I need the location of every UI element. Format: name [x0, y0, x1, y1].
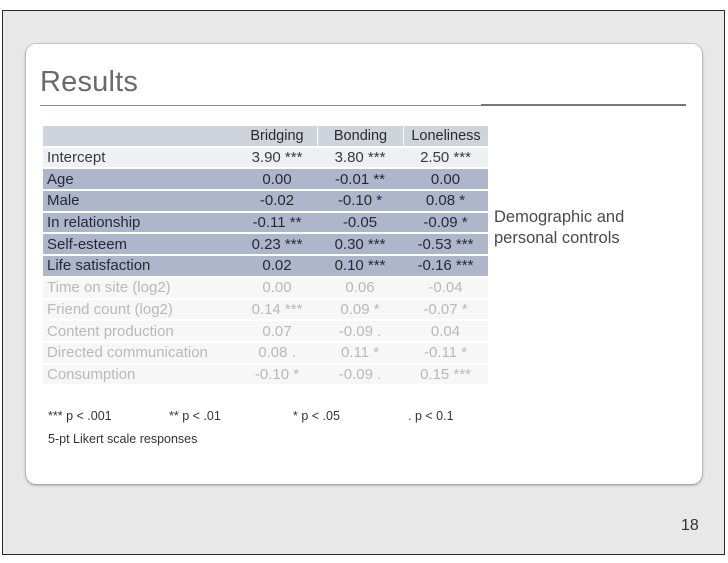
- row-label: Time on site (log2): [43, 278, 237, 298]
- legend-p001: *** p < .001: [48, 409, 112, 423]
- cell-loneliness: -0.11 *: [403, 343, 488, 363]
- table-row: [43, 365, 488, 385]
- cell-bridging: -0.11 **: [237, 213, 317, 233]
- cell-bonding: 0.11 *: [317, 343, 403, 363]
- scale-note: 5-pt Likert scale responses: [48, 432, 198, 446]
- row-label: Self-esteem: [43, 234, 237, 254]
- row-label: Age: [43, 169, 237, 189]
- cell-bridging: 3.90 ***: [237, 148, 317, 168]
- cell-bridging: 0.00: [237, 169, 317, 189]
- cell-bridging: 0.02: [237, 256, 317, 276]
- title-rule-accent: [481, 104, 686, 106]
- row-label: Life satisfaction: [43, 256, 237, 276]
- cell-bridging: 0.23 ***: [237, 234, 317, 254]
- table-corner-cell: [43, 126, 237, 146]
- cell-loneliness: -0.09 *: [403, 213, 488, 233]
- cell-loneliness: 0.04: [403, 321, 488, 341]
- results-table: [43, 124, 488, 386]
- row-label: Friend count (log2): [43, 300, 237, 320]
- table-header-row: [43, 126, 488, 146]
- row-label: In relationship: [43, 213, 237, 233]
- cell-bridging: 0.08 .: [237, 343, 317, 363]
- cell-loneliness: 2.50 ***: [403, 148, 488, 168]
- significance-legend: [48, 409, 488, 427]
- column-header-bonding: Bonding: [317, 126, 403, 146]
- legend-p1: . p < 0.1: [408, 409, 454, 423]
- cell-bonding: 0.30 ***: [317, 234, 403, 254]
- cell-bonding: -0.09 .: [317, 321, 403, 341]
- cell-bridging: -0.02: [237, 191, 317, 211]
- table-row: [43, 278, 488, 298]
- cell-loneliness: 0.00: [403, 169, 488, 189]
- table-row: [43, 321, 488, 341]
- cell-bonding: -0.01 **: [317, 169, 403, 189]
- table-row: [43, 234, 488, 254]
- cell-bonding: 0.10 ***: [317, 256, 403, 276]
- cell-loneliness: 0.08 *: [403, 191, 488, 211]
- legend-p01: ** p < .01: [169, 409, 221, 423]
- table-row: [43, 148, 488, 168]
- cell-loneliness: -0.07 *: [403, 300, 488, 320]
- controls-annotation-line1: Demographic and: [494, 208, 625, 226]
- legend-p05: * p < .05: [293, 409, 340, 423]
- cell-bonding: 0.09 *: [317, 300, 403, 320]
- cell-bonding: 3.80 ***: [317, 148, 403, 168]
- controls-annotation: [494, 207, 624, 249]
- cell-bonding: -0.05: [317, 213, 403, 233]
- cell-loneliness: -0.04: [403, 278, 488, 298]
- cell-loneliness: -0.53 ***: [403, 234, 488, 254]
- cell-bridging: 0.14 ***: [237, 300, 317, 320]
- table-row: [43, 343, 488, 363]
- page-number: 18: [681, 517, 699, 534]
- row-label: Content production: [43, 321, 237, 341]
- row-label: Consumption: [43, 365, 237, 385]
- column-header-loneliness: Loneliness: [403, 126, 488, 146]
- table-row: [43, 213, 488, 233]
- slide-title: Results: [40, 66, 139, 98]
- table-row: [43, 191, 488, 211]
- row-label: Directed communication: [43, 343, 237, 363]
- cell-bonding: -0.10 *: [317, 191, 403, 211]
- cell-bonding: 0.06: [317, 278, 403, 298]
- column-header-bridging: Bridging: [237, 126, 317, 146]
- cell-bridging: 0.00: [237, 278, 317, 298]
- table-row: [43, 300, 488, 320]
- cell-loneliness: -0.16 ***: [403, 256, 488, 276]
- table-row: [43, 169, 488, 189]
- table-row: [43, 256, 488, 276]
- row-label: Intercept: [43, 148, 237, 168]
- cell-bridging: -0.10 *: [237, 365, 317, 385]
- cell-bonding: -0.09 .: [317, 365, 403, 385]
- controls-annotation-line2: personal controls: [494, 229, 620, 247]
- row-label: Male: [43, 191, 237, 211]
- cell-bridging: 0.07: [237, 321, 317, 341]
- cell-loneliness: 0.15 ***: [403, 365, 488, 385]
